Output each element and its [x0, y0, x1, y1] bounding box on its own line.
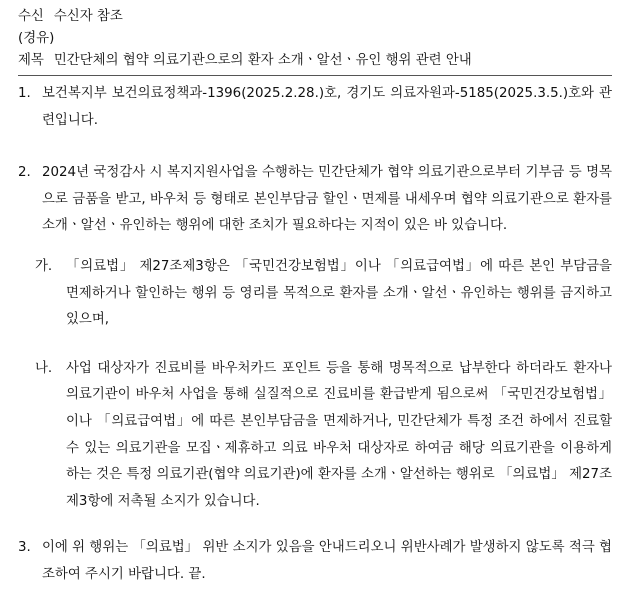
- subparagraph-text: 「의료법」 제27조제3항은 「국민건강보험법」이나 「의료급여법」에 따른 본인 부담금을 면제하거나 할인하는 행위 등 영리를 목적으로 환자를 소개ㆍ알선ㆍ유인하는 행위를 금지하고 있으며,: [66, 258, 612, 328]
- subject-value: 민간단체의 협약 의료기관으로의 환자 소개ㆍ알선ㆍ유인 행위 관련 안내: [53, 53, 472, 68]
- subject-line: [18, 50, 612, 72]
- paragraph-1: [18, 81, 612, 134]
- paragraph-text: 보건복지부 보건의료정책과-1396(2025.2.28.)호, 경기도 의료자원과-5185(2025.3.5.)호와 관련입니다.: [42, 86, 612, 128]
- paragraph-3: [18, 535, 612, 588]
- subparagraph-number: 가.: [35, 258, 53, 274]
- paragraph-2: [18, 160, 612, 240]
- recipient-line: [18, 6, 612, 28]
- paragraph-text: 2024년 국정감사 시 복지지원사업을 수행하는 민간단체가 협약 의료기관으로부터 기부금 등 명목으로 금품을 받고, 바우처 등 형태로 본인부담금 할인ㆍ면제를 내세우며 협약 의료기관으로 환자를 소개ㆍ알선ㆍ유인하는 행위에 대한 조치가 필요하다는 지적이 있은 바 있습니다.: [42, 165, 612, 234]
- recipient-label: 수신: [18, 9, 44, 24]
- recipient-value: 수신자 참조: [53, 9, 123, 24]
- paragraph-number: 1.: [18, 86, 31, 101]
- paragraph-text: 이에 위 행위는 「의료법」 위반 소지가 있음을 안내드리오니 위반사례가 발생하지 않도록 적극 협조하여 주시기 바랍니다. 끝.: [42, 540, 612, 582]
- paragraph-number: 2.: [18, 165, 31, 181]
- subject-label: 제목: [18, 53, 44, 68]
- paragraph-number: 3.: [18, 540, 31, 556]
- subparagraph-text: 사업 대상자가 진료비를 바우처카드 포인트 등을 통해 명목적으로 납부한다 하더라도 환자나 의료기관이 바우처 사업을 통해 실질적으로 진료비를 환급받게 됨으로써 「국민건강보험법」이나 「의료급여법」에 따른 본인부담금을 면제하거나, 민간단체가 특정 조건 하에서 진료할 수 있는 의료기관을 모집ㆍ제휴하고 의료 바우처 대상자로 하여금 해당 의료기관을 이용하게 하는 것은 특정 의료기관(협약 의료기관)에 환자를 소개ㆍ알선하는 행위로 「의료법」 제27조제3항에 저촉될 소지가 있습니다.: [66, 360, 612, 509]
- subparagraph-number: 나.: [35, 360, 53, 376]
- subparagraph-na: [18, 356, 612, 516]
- subparagraph-ga: [18, 254, 612, 334]
- via-label: (경유): [18, 31, 55, 46]
- via-line: [18, 28, 612, 50]
